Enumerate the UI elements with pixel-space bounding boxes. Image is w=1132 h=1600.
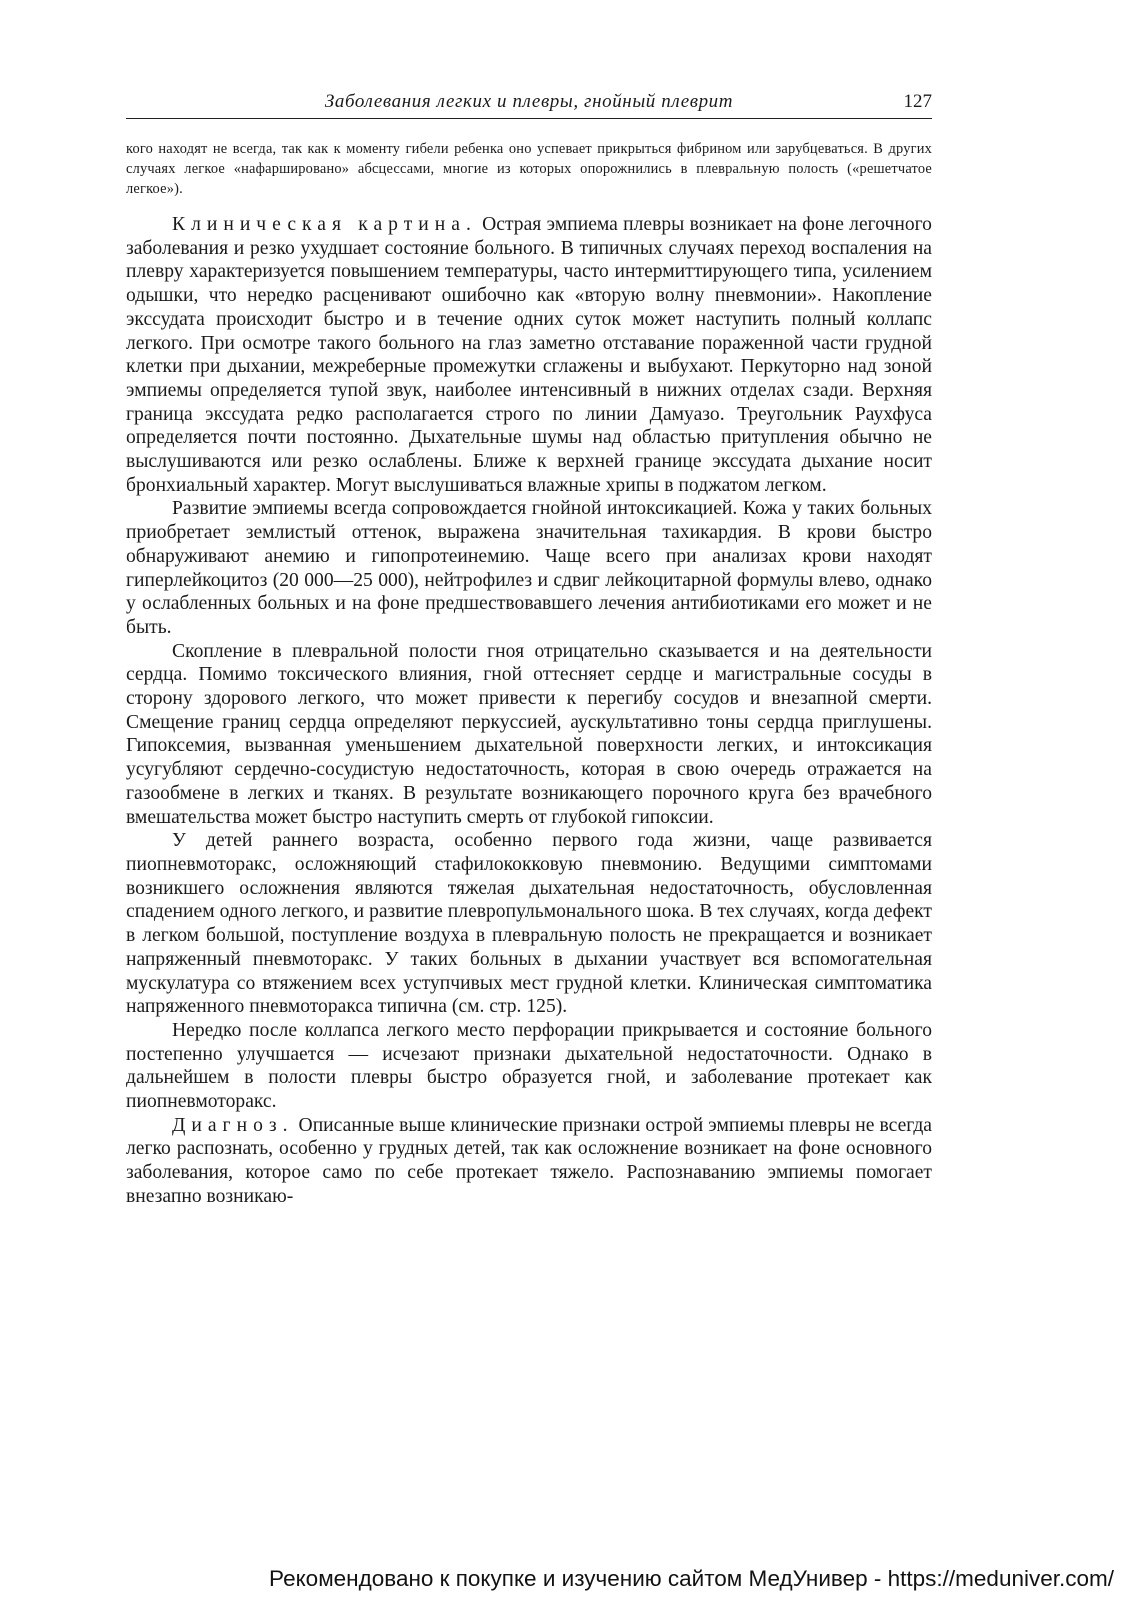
body-text [126,213,932,1209]
footnote-continuation: кого находят не всегда, так как к моменту гибели ребенка оно успевает прикрыться фибрином или зарубцеваться. В других случаях легкое «нафаршировано» абсцессами, многие из которых опорожнились в плевральную полость («решетчатое легкое»). [126,141,932,197]
paragraph-text: Описанные выше клинические признаки острой эмпиемы плевры не всегда легко распознать, особенно у грудных детей, так как осложнение возникает на фоне основного заболевания, которое само по себе протекает тяжело. Распознаванию эмпиемы помогает внезапно возникаю- [126,1114,932,1207]
paragraph-text: Острая эмпиема плевры возникает на фоне легочного заболевания и резко ухудшает состояние больного. В типичных случаях переход воспаления на плевру характеризуется повышением температуры, часто интермиттирующего типа, усилением одышки, что нередко расценивают ошибочно как «вторую волну пневмонии». Накопление экссудата происходит быстро и в течение одних суток может наступить полный коллапс легкого. При осмотре такого больного на глаз заметно отставание пораженной части грудной клетки при дыхании, межреберные промежутки сглажены и выбухают. Перкуторно над зоной эмпиемы определяется тупой звук, наиболее интенсивный в нижних отделах сзади. Верхняя граница экссудата редко располагается строго по линии Дамуазо. Треугольник Раухфуса определяется почти постоянно. Дыхательные шумы над областью притупления обычно не выслушиваются или резко ослаблены. Ближе к верхней границе экссудата дыхание носит бронхиальный характер. Могут выслушиваться влажные хрипы в поджатом легком. [126,214,932,496]
paragraph-cardiac [126,640,932,830]
watermark-text: Рекомендовано к покупке и изучению сайтом МедУнивер - https://meduniver.com/ [269,1566,1114,1591]
paragraph-intoxication [126,497,932,639]
page-number: 127 [903,91,932,112]
paragraph-pyopneumothorax [126,829,932,1019]
paragraph-clinical-picture [126,213,932,497]
paragraph-text: У детей раннего возраста, особенно первого года жизни, чаще развивается пиопневмоторакс, осложняющий стафилококковую пневмонию. Ведущими симптомами возникшего осложнения являются тяжелая дыхательная недостаточность, обусловленная спадением одного легкого, и развитие плевропульмонального шока. В тех случаях, когда дефект в легком большой, поступление воздуха в плевральную полость не прекращается и возникает напряженный пневмоторакс. У таких больных в дыхании участвует вся вспомогательная мускулатура со втяжением всех уступчивых мест грудной клетки. Клиническая симптоматика напряженного пневмоторакса типична (см. стр. 125). [126,830,932,1018]
running-title: Заболевания легких и плевры, гнойный плеврит [324,91,734,112]
paragraph-text: Скопление в плевральной полости гноя отрицательно сказывается и на деятельности сердца. Помимо токсического влияния, гной оттесняет сердце и магистральные сосуды в сторону здорового легкого, что может привести к перегибу сосудов и внезапной смерти. Смещение границ сердца определяют перкуссией, аускультативно тоны сердца приглушены. Гипоксемия, вызванная уменьшением дыхательной поверхности легких, и интоксикация усугубляют сердечно-сосудистую недостаточность, которая в свою очередь отражается на газообмене в легких и тканях. В результате возникающего порочного круга без врачебного вмешательства может быстро наступить смерть от глубокой гипоксии. [126,640,932,828]
running-header [126,88,932,119]
paragraph-perforation [126,1019,932,1114]
book-page [126,88,932,1209]
paragraph-text: Развитие эмпиемы всегда сопровождается гнойной интоксикацией. Кожа у таких больных приобретает землистый оттенок, выражена значительная тахикардия. В крови быстро обнаруживают анемию и гипопротеинемию. Чаще всего при анализах крови находят гиперлейкоцитоз (20 000—25 000), нейтрофилез и сдвиг лейкоцитарной формулы влево, однако у ослабленных больных и на фоне предшествовавшего лечения антибиотиками его может и не быть. [126,498,932,638]
section-lead: Диагноз. [172,1114,294,1136]
paragraph-diagnosis [126,1114,932,1209]
paragraph-text: Нередко после коллапса легкого место перфорации прикрывается и состояние больного постепенно улучшается — исчезают признаки дыхательной недостаточности. Однако в дальнейшем в полости плевры быстро образуется гной, и заболевание протекает как пиопневмоторакс. [126,1019,932,1113]
section-lead: Клиническая картина. [172,214,477,235]
